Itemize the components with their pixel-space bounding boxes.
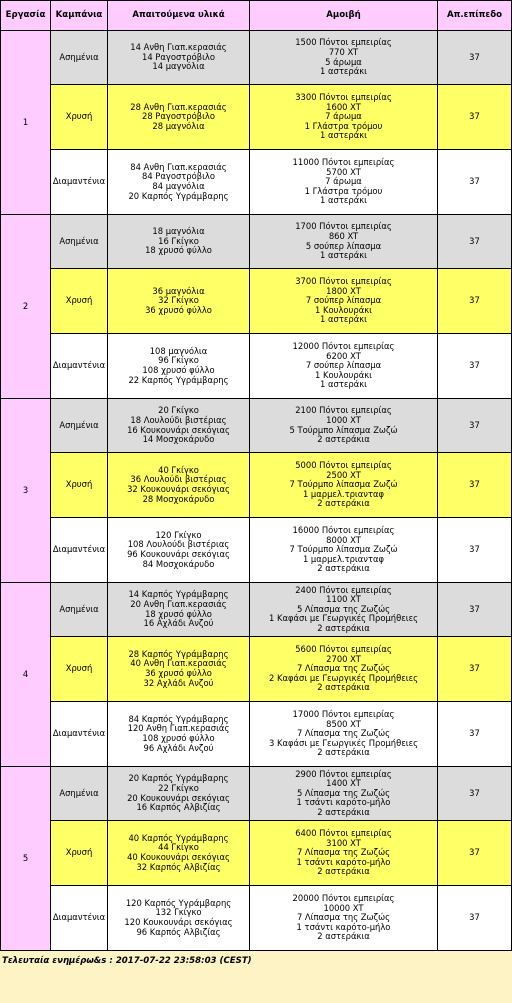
reward-cell <box>250 518 438 583</box>
reward-item: 1000 XT <box>326 414 361 425</box>
level-cell: 37 <box>438 702 512 767</box>
material-item: 20 Κουκουνάρι σεκόγιας <box>127 792 230 803</box>
table-row <box>1 821 512 886</box>
reward-item: 1 αστεράκι <box>320 195 367 206</box>
material-item: 36 Λουλούδι βιστέριας <box>130 474 227 485</box>
reward-item: 7 Λίπασμα της Ζωζώς <box>296 728 391 739</box>
reward-item: 16000 Πόντοι εμπειρίας <box>292 525 395 536</box>
level-cell: 37 <box>438 518 512 583</box>
campaign-cell: Ασημένια <box>51 215 108 269</box>
material-item: 22 Καρπός Υγράμβαρης <box>128 374 229 385</box>
reward-item: 1 αστεράκι <box>320 66 367 77</box>
material-item: 14 Καρπός Υγράμβαρης <box>128 589 229 600</box>
reward-item: 5000 Πόντοι εμπειρίας <box>295 460 392 471</box>
material-item: 32 Κουκουνάρι σεκόγιας <box>127 484 230 494</box>
reward-item: 7 Τούρμπο λίπασμα Ζωζώ <box>289 544 398 555</box>
reward-item: 860 XT <box>328 230 359 241</box>
material-item: 20 Καρπός Υγράμβαρης <box>128 773 229 784</box>
reward-item: 1600 XT <box>326 101 361 112</box>
reward-item: 1100 XT <box>326 594 361 605</box>
reward-cell <box>250 767 438 821</box>
table-row <box>1 399 512 453</box>
reward-item: 5600 Πόντοι εμπειρίας <box>295 644 392 655</box>
last-updated: Τελευταία ενημέρω&s : 2017-07-22 23:58:03 (CEST) <box>2 956 252 966</box>
reward-cell <box>250 821 438 886</box>
material-item: 44 Γκίγκο <box>158 842 199 853</box>
reward-item: 8500 XT <box>326 718 361 729</box>
reward-item: 1 αστεράκι <box>320 314 367 325</box>
reward-item: 2 αστεράκια <box>317 498 370 509</box>
reward-item: 6200 XT <box>326 350 361 361</box>
table-row <box>1 215 512 269</box>
reward-cell <box>250 269 438 334</box>
materials-cell <box>108 334 250 399</box>
reward-item: 1 μαρμελ.τριανταφ <box>302 553 385 564</box>
material-item: 28 Ανθη Γιαπ.κερασιάς <box>130 101 227 112</box>
materials-cell <box>108 269 250 334</box>
level-cell: 37 <box>438 886 512 951</box>
task-number: 2 <box>1 215 51 399</box>
reward-item: 3300 Πόντοι εμπειρίας <box>295 92 392 103</box>
reward-item: 1 αστεράκι <box>320 250 367 261</box>
material-item: 18 χρυσό φύλλο <box>145 245 212 256</box>
material-item: 108 μαγνόλια <box>149 345 208 356</box>
reward-cell <box>250 702 438 767</box>
table-row <box>1 583 512 637</box>
material-item: 84 Καρπός Υγράμβαρης <box>128 713 229 724</box>
campaign-cell: Ασημένια <box>51 31 108 85</box>
reward-item: 1500 Πόντοι εμπειρίας <box>295 37 392 48</box>
materials-cell <box>108 702 250 767</box>
campaign-cell: Ασημένια <box>51 399 108 453</box>
table-row <box>1 886 512 951</box>
reward-item: 1 τσάντι καρότο-μήλο <box>296 797 391 808</box>
material-item: 16 Κουκουνάρι σεκόγιας <box>127 424 230 435</box>
level-cell: 37 <box>438 399 512 453</box>
reward-item: 3 Καφάσι με Γεωργικές Προμήθειες <box>268 737 419 748</box>
reward-cell <box>250 334 438 399</box>
material-item: 18 Λουλούδι βιστέριας <box>130 414 227 425</box>
reward-cell <box>250 886 438 951</box>
reward-item: 2 αστεράκια <box>317 622 370 633</box>
campaign-cell: Διαμαντένια <box>51 334 108 399</box>
reward-item: 7 σούπερ λίπασμα <box>305 360 382 371</box>
material-item: 36 χρυσό φύλλο <box>145 668 212 678</box>
reward-item: 7 Λίπασμα της Ζωζώς <box>296 847 391 858</box>
task-number: 4 <box>1 583 51 767</box>
material-item: 40 Γκίγκο <box>158 464 199 475</box>
reward-item: 7 Λίπασμα της Ζωζώς <box>296 912 391 923</box>
campaign-cell: Ασημένια <box>51 583 108 637</box>
material-item: 108 Λουλούδι βιστέριας <box>127 539 230 550</box>
materials-cell <box>108 821 250 886</box>
material-item: 32 Γκίγκο <box>158 295 199 306</box>
reward-item: 20000 Πόντοι εμπειρίας <box>292 893 395 904</box>
task-number: 5 <box>1 767 51 951</box>
reward-item: 7 Τούρμπο λίπασμα Ζωζώ <box>289 479 398 490</box>
reward-item: 3100 XT <box>326 837 361 848</box>
material-item: 16 Καρπός Αλβιζίας <box>136 802 221 813</box>
reward-item: 5 Τούρμπο λίπασμα Ζωζώ <box>289 424 398 435</box>
material-item: 96 Καρπός Αλβιζίας <box>136 926 221 937</box>
task-number: 3 <box>1 399 51 583</box>
material-item: 84 Ραγοστρόβιλο <box>141 171 216 182</box>
material-item: 28 μαγνόλια <box>152 120 205 131</box>
material-item: 36 μαγνόλια <box>152 285 205 296</box>
header-row <box>1 1 512 31</box>
material-item: 36 χρυσό φύλλο <box>145 304 212 315</box>
level-cell: 37 <box>438 334 512 399</box>
material-item: 84 Ανθη Γιαπ.κερασιάς <box>130 161 227 172</box>
level-cell: 37 <box>438 767 512 821</box>
level-cell: 37 <box>438 821 512 886</box>
reward-item: 2900 Πόντοι εμπειρίας <box>295 768 392 779</box>
level-cell: 37 <box>438 31 512 85</box>
header-reward: Αμοιβή <box>250 1 438 31</box>
reward-cell <box>250 637 438 702</box>
campaign-cell: Χρυσή <box>51 85 108 150</box>
table-row <box>1 334 512 399</box>
reward-item: 7 Λίπασμα της Ζωζώς <box>296 663 391 674</box>
material-item: 22 Γκίγκο <box>158 782 199 793</box>
material-item: 32 Αχλάδι Ανζού <box>143 677 214 688</box>
level-cell: 37 <box>438 583 512 637</box>
campaign-cell: Ασημένια <box>51 767 108 821</box>
material-item: 20 Ανθη Γιαπ.κερασιάς <box>130 598 227 609</box>
material-item: 96 Κουκουνάρι σεκόγιας <box>127 549 230 559</box>
reward-cell <box>250 85 438 150</box>
material-item: 28 Ραγοστρόβιλο <box>141 111 216 122</box>
reward-cell <box>250 31 438 85</box>
material-item: 14 Μοσχοκάρυδο <box>142 434 215 445</box>
reward-item: 12000 Πόντοι εμπειρίας <box>292 341 395 352</box>
table-row <box>1 85 512 150</box>
campaign-cell: Διαμαντένια <box>51 886 108 951</box>
reward-item: 10000 XT <box>323 902 364 913</box>
table-row <box>1 702 512 767</box>
reward-item: 1 Κουλουράκι <box>315 304 372 315</box>
material-item: 32 Καρπός Αλβιζίας <box>136 861 221 872</box>
material-item: 28 Καρπός Υγράμβαρης <box>128 648 229 659</box>
materials-cell <box>108 767 250 821</box>
reward-item: 2 Καφάσι με Γεωργικές Προμήθειες <box>268 672 419 683</box>
reward-item: 2 αστεράκια <box>317 931 370 942</box>
reward-item: 6400 Πόντοι εμπειρίας <box>295 828 392 839</box>
reward-item: 1 Καφάσι με Γεωργικές Προμήθειες <box>268 613 419 624</box>
reward-cell <box>250 215 438 269</box>
reward-item: 11000 Πόντοι εμπειρίας <box>292 157 395 168</box>
campaign-cell: Διαμαντένια <box>51 518 108 583</box>
reward-item: 2500 XT <box>326 469 361 480</box>
campaign-cell: Χρυσή <box>51 453 108 518</box>
task-number: 1 <box>1 31 51 215</box>
reward-item: 1 τσάντι καρότο-μήλο <box>296 856 391 867</box>
material-item: 132 Γκίγκο <box>155 907 202 918</box>
reward-item: 7 άρωμα <box>325 111 362 122</box>
material-item: 84 μαγνόλια <box>152 181 205 191</box>
level-cell: 37 <box>438 85 512 150</box>
material-item: 96 Αχλάδι Ανζού <box>143 742 214 753</box>
reward-item: 2700 XT <box>326 653 361 664</box>
header-materials: Απαιτούμενα υλικά <box>108 1 250 31</box>
header-level: Απ.επίπεδο <box>438 1 512 31</box>
header-campaign: Καμπάνια <box>51 1 108 31</box>
reward-item: 1700 Πόντοι εμπειρίας <box>295 221 392 232</box>
materials-cell <box>108 399 250 453</box>
header-task: Εργασία <box>1 1 51 31</box>
reward-item: 1 τσάντι καρότο-μήλο <box>296 921 391 932</box>
level-cell: 37 <box>438 637 512 702</box>
reward-item: 7 άρωμα <box>325 176 362 187</box>
campaign-cell: Χρυσή <box>51 269 108 334</box>
table-row <box>1 453 512 518</box>
reward-item: 17000 Πόντοι εμπειρίας <box>292 709 395 720</box>
reward-cell <box>250 583 438 637</box>
table-row <box>1 637 512 702</box>
material-item: 16 Γκίγκο <box>158 235 199 246</box>
material-item: 108 χρυσό φύλλο <box>142 733 215 743</box>
reward-item: 5 άρωμα <box>325 56 362 67</box>
reward-item: 770 XT <box>328 46 359 57</box>
reward-item: 2 αστεράκια <box>317 747 370 758</box>
materials-cell <box>108 637 250 702</box>
reward-item: 1 αστεράκι <box>320 130 367 141</box>
materials-cell <box>108 453 250 518</box>
reward-item: 1 Κουλουράκι <box>315 369 372 380</box>
material-item: 120 Γκίγκο <box>155 529 202 540</box>
material-item: 120 Ανθη Γιαπ.κερασιάς <box>127 723 230 734</box>
reward-item: 5 Λίπασμα της Ζωζώς <box>296 603 391 614</box>
material-item: 20 Γκίγκο <box>158 405 199 416</box>
material-item: 16 Αχλάδι Ανζού <box>143 618 214 629</box>
reward-item: 7 σούπερ λίπασμα <box>305 295 382 306</box>
reward-item: 1800 XT <box>326 285 361 296</box>
materials-cell <box>108 518 250 583</box>
material-item: 14 Ανθη Γιαπ.κερασιάς <box>130 42 227 53</box>
reward-item: 3700 Πόντοι εμπειρίας <box>295 276 392 287</box>
material-item: 14 μαγνόλια <box>152 61 205 72</box>
material-item: 84 Μοσχοκάρυδο <box>142 558 215 569</box>
material-item: 14 Ραγοστρόβιλο <box>141 51 216 62</box>
reward-item: 2100 Πόντοι εμπειρίας <box>295 405 392 416</box>
level-cell: 37 <box>438 269 512 334</box>
materials-cell <box>108 31 250 85</box>
campaign-cell: Χρυσή <box>51 637 108 702</box>
materials-cell <box>108 583 250 637</box>
material-item: 40 Κουκουνάρι σεκόγιας <box>127 852 230 862</box>
materials-cell <box>108 150 250 215</box>
reward-item: 2 αστεράκια <box>317 866 370 877</box>
level-cell: 37 <box>438 453 512 518</box>
reward-item: 5 σούπερ λίπασμα <box>305 240 382 251</box>
campaign-cell: Διαμαντένια <box>51 702 108 767</box>
table-row <box>1 269 512 334</box>
reward-cell <box>250 399 438 453</box>
reward-item: 5700 XT <box>326 166 361 177</box>
reward-item: 1 Γλάστρα τρόμου <box>304 120 383 131</box>
material-item: 18 χρυσό φύλλο <box>145 608 212 619</box>
material-item: 108 χρυσό φύλλο <box>142 365 215 375</box>
material-item: 40 Ανθη Γιαπ.κερασιάς <box>130 658 227 669</box>
reward-item: 1 Γλάστρα τρόμου <box>304 185 383 196</box>
level-cell: 37 <box>438 215 512 269</box>
reward-item: 1400 XT <box>326 778 361 789</box>
table-body <box>1 31 512 951</box>
table-row <box>1 150 512 215</box>
level-cell: 37 <box>438 150 512 215</box>
reward-item: 2 αστεράκια <box>317 563 370 574</box>
reward-item: 5 Λίπασμα της Ζωζώς <box>296 787 391 798</box>
reward-cell <box>250 453 438 518</box>
reward-item: 2400 Πόντοι εμπειρίας <box>295 584 392 595</box>
campaign-cell: Χρυσή <box>51 821 108 886</box>
material-item: 20 Καρπός Υγράμβαρης <box>128 190 229 201</box>
table-row <box>1 767 512 821</box>
reward-item: 2 αστεράκια <box>317 806 370 817</box>
reward-item: 1 μαρμελ.τριανταφ <box>302 488 385 499</box>
material-item: 120 Καρπός Υγράμβαρης <box>125 897 232 908</box>
reward-item: 1 αστεράκι <box>320 379 367 390</box>
reward-cell <box>250 150 438 215</box>
materials-cell <box>108 85 250 150</box>
table-row <box>1 31 512 85</box>
material-item: 120 Κουκουνάρι σεκόγιας <box>124 917 233 927</box>
reward-item: 8000 XT <box>326 534 361 545</box>
material-item: 96 Γκίγκο <box>158 355 199 366</box>
materials-cell <box>108 886 250 951</box>
material-item: 28 Μοσχοκάρυδο <box>142 493 215 504</box>
table-row <box>1 518 512 583</box>
campaign-cell: Διαμαντένια <box>51 150 108 215</box>
material-item: 18 μαγνόλια <box>152 226 205 237</box>
reward-item: 2 αστεράκια <box>317 682 370 693</box>
materials-cell <box>108 215 250 269</box>
material-item: 40 Καρπός Υγράμβαρης <box>128 832 229 843</box>
reward-item: 2 αστεράκια <box>317 434 370 445</box>
